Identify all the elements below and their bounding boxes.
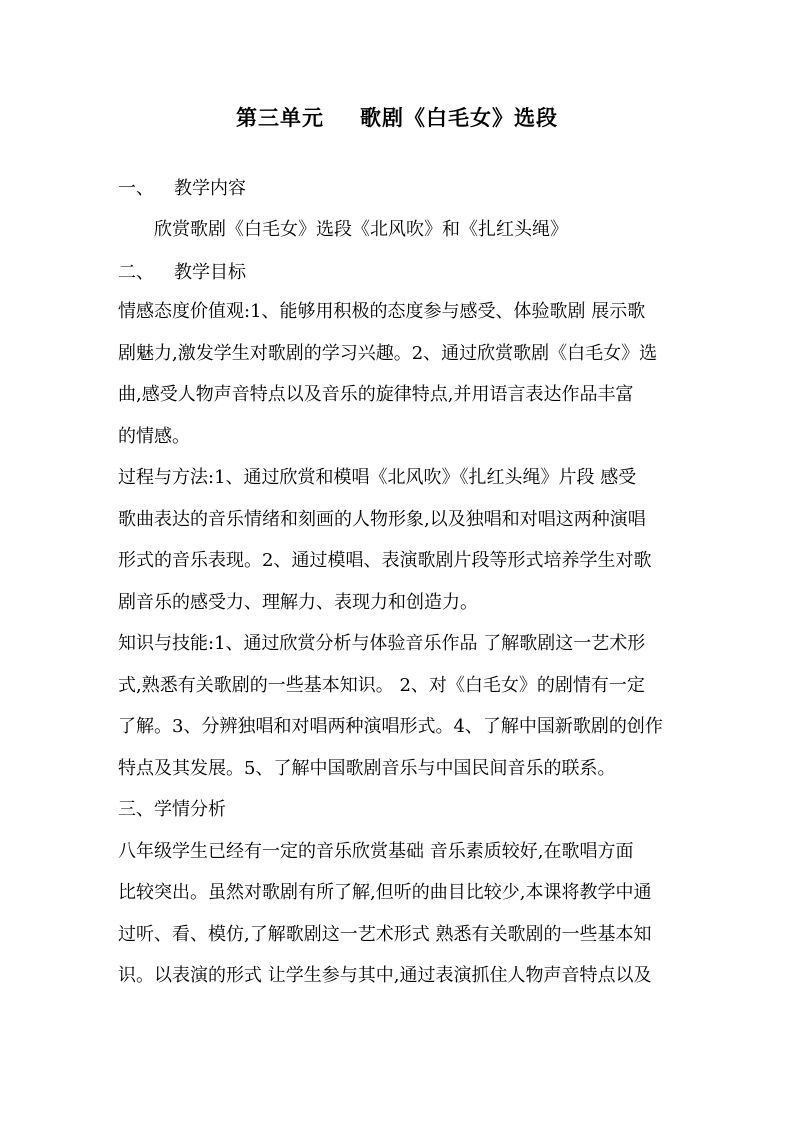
section-heading-analysis: 三、学情分析 bbox=[118, 799, 226, 820]
paragraph-line: 知识与技能:1、通过欣赏分析与体验音乐作品 了解歌剧这一艺术形 bbox=[118, 633, 646, 654]
paragraph-line: 形式的音乐表现。2、通过模唱、表演歌剧片段等形式培养学生对歌 bbox=[118, 550, 652, 571]
page-title bbox=[0, 102, 794, 132]
paragraph-line: 的情感。 bbox=[118, 426, 190, 447]
paragraph-line: 过程与方法:1、通过欣赏和模唱《北风吹》《扎红头绳》片段 感受 bbox=[118, 467, 637, 488]
paragraph-line: 特点及其发展。5、了解中国歌剧音乐与中国民间音乐的联系。 bbox=[118, 758, 616, 779]
section-number: 二、 bbox=[118, 262, 154, 283]
section-heading-text: 教学内容 bbox=[174, 178, 246, 199]
section-heading-content bbox=[118, 174, 246, 200]
title-opera: 歌剧《白毛女》选段 bbox=[360, 106, 558, 130]
section-body-line: 欣赏歌剧《白毛女》选段《北风吹》和《扎红头绳》 bbox=[154, 219, 568, 240]
section-heading-text: 教学目标 bbox=[174, 262, 246, 283]
paragraph-line: 情感态度价值观:1、能够用积极的态度参与感受、体验歌剧 展示歌 bbox=[118, 301, 646, 322]
paragraph-line: 歌曲表达的音乐情绪和刻画的人物形象,以及独唱和对唱这两种演唱 bbox=[118, 509, 646, 530]
section-number: 一、 bbox=[118, 178, 154, 199]
paragraph-line: 剧魅力,激发学生对歌剧的学习兴趣。2、通过欣赏歌剧《白毛女》选 bbox=[118, 343, 658, 364]
paragraph-line: 比较突出。虽然对歌剧有所了解,但听的曲目比较少,本课将教学中通 bbox=[118, 882, 652, 903]
section-heading-goals bbox=[118, 258, 246, 284]
paragraph-line: 八年级学生已经有一定的音乐欣赏基础 音乐素质较好,在歌唱方面 bbox=[118, 841, 634, 862]
paragraph-line: 识。以表演的形式 让学生参与其中,通过表演抓住人物声音特点以及 bbox=[118, 965, 652, 986]
paragraph-line: 过听、看、模仿,了解歌剧这一艺术形式 熟悉有关歌剧的一些基本知 bbox=[118, 924, 652, 945]
paragraph-line: 式,熟悉有关歌剧的一些基本知识。 2、对《白毛女》的剧情有一定 bbox=[118, 675, 645, 696]
paragraph-line: 曲,感受人物声音特点以及音乐的旋律特点,并用语言表达作品丰富 bbox=[118, 384, 634, 405]
paragraph-line: 了解。3、分辨独唱和对唱两种演唱形式。4、了解中国新歌剧的创作 bbox=[118, 716, 663, 737]
title-unit: 第三单元 bbox=[236, 106, 324, 130]
paragraph-line: 剧音乐的感受力、理解力、表现力和创造力。 bbox=[118, 592, 478, 613]
